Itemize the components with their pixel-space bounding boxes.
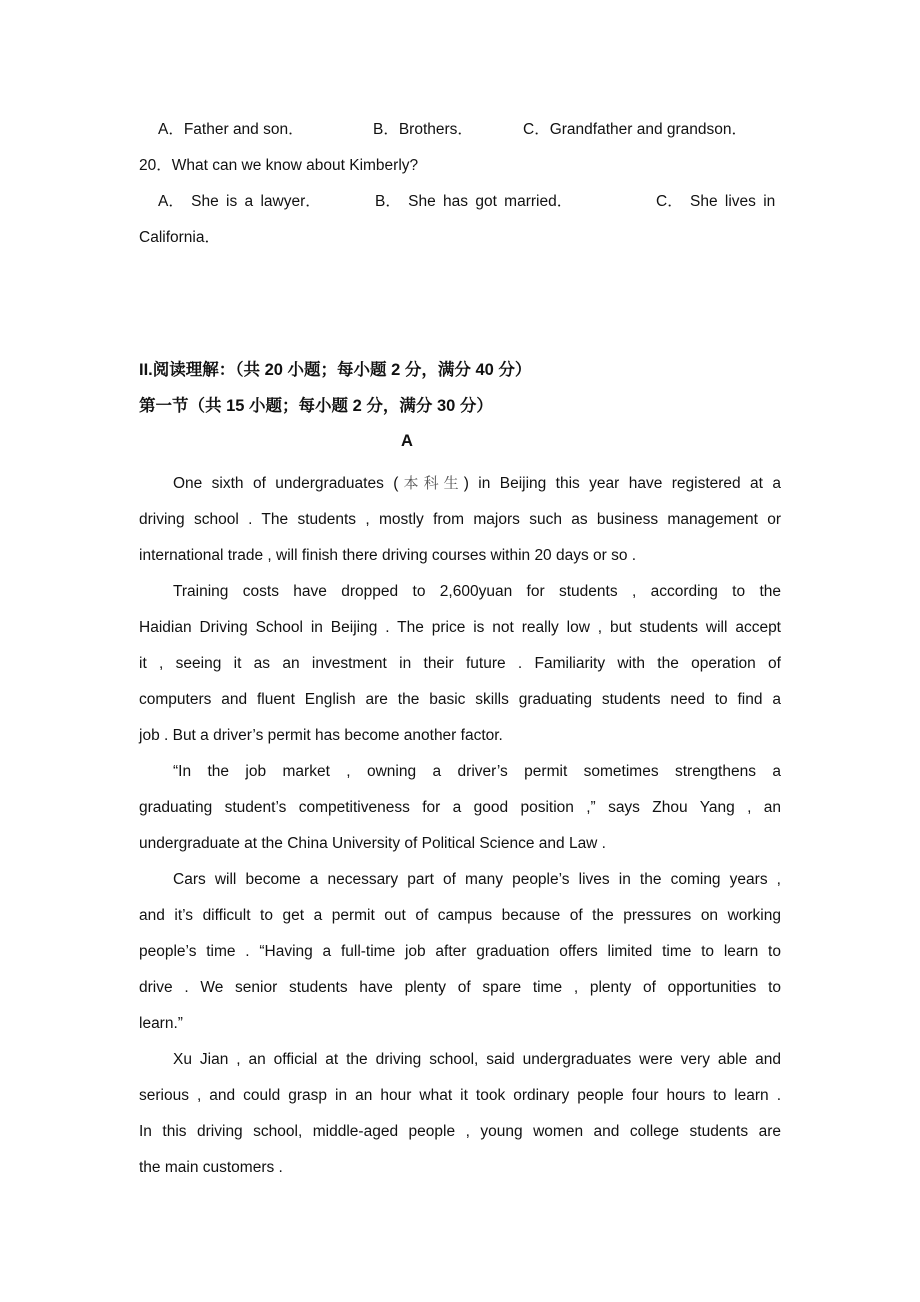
passage-a	[139, 465, 781, 1186]
paragraph-5	[139, 1042, 781, 1186]
paragraph-line: and it’s difficult to get a permit out of campus because of the pressures on working	[139, 907, 781, 924]
q19-option-a: A．Father and son．	[158, 121, 304, 138]
passage-label: A	[401, 432, 413, 450]
paragraph-2	[139, 574, 781, 754]
paragraph-line: people’s time . “Having a full-time job after graduation offers limited time to learn to	[139, 943, 781, 960]
q20-option-c: C． She lives in	[656, 193, 776, 210]
paragraph-line: graduating student’s competitiveness for a good position ,” says Zhou Yang , an	[139, 799, 781, 816]
q20-question: 20．What can we know about Kimberly?	[139, 157, 419, 174]
paragraph-line	[139, 465, 781, 502]
paragraph-line: learn.”	[139, 1015, 183, 1032]
q19-option-b: B．Brothers．	[373, 121, 473, 138]
paragraph-line: undergraduate at the China University of Political Science and Law .	[139, 835, 606, 852]
paragraph-line: it , seeing it as an investment in their future . Familiarity with the operation of	[139, 655, 781, 672]
q20-option-c-continuation: California．	[139, 229, 220, 246]
paragraph-line: serious , and could grasp in an hour what it took ordinary people four hours to learn .	[139, 1087, 781, 1104]
text: One sixth of undergraduates (	[173, 475, 399, 492]
paragraph-1	[139, 465, 781, 574]
paragraph-line: Training costs have dropped to 2,600yuan for students , according to the	[173, 583, 781, 600]
paragraph-line: Cars will become a necessary part of many people’s lives in the coming years ,	[173, 871, 781, 888]
paragraph-line: computers and fluent English are the basic skills graduating students need to find a	[139, 691, 781, 708]
paragraph-line: drive . We senior students have plenty of spare time , plenty of opportunities to	[139, 979, 781, 996]
section-subheading: 第一节（共 15 小题；每小题 2 分，满分 30 分）	[139, 397, 493, 415]
paragraph-line: driving school . The students , mostly from majors such as business management or	[139, 511, 781, 528]
paragraph-line: international trade , will finish there driving courses within 20 days or so .	[139, 547, 637, 564]
section-heading: II.阅读理解：（共 20 小题；每小题 2 分，满分 40 分）	[139, 361, 532, 379]
paragraph-4	[139, 862, 781, 1042]
paragraph-3	[139, 754, 781, 862]
paragraph-line: “In the job market , owning a driver’s permit sometimes strengthens a	[173, 763, 781, 780]
paragraph-line: Haidian Driving School in Beijing . The price is not really low , but students will accept	[139, 619, 781, 636]
q20-option-b: B． She has got married．	[375, 193, 573, 210]
paragraph-line: job . But a driver’s permit has become another factor.	[139, 727, 503, 744]
paragraph-line: the main customers .	[139, 1159, 283, 1176]
q20-option-a: A． She is a lawyer．	[158, 193, 321, 210]
paragraph-line: In this driving school, middle-aged people , young women and college students are	[139, 1123, 781, 1140]
chinese-gloss: 本科生	[398, 474, 464, 492]
text: ) in Beijing this year have registered at a	[463, 475, 781, 492]
q19-option-c: C．Grandfather and grandson．	[523, 121, 748, 138]
paragraph-line: Xu Jian , an official at the driving school, said undergraduates were very able and	[173, 1051, 781, 1068]
